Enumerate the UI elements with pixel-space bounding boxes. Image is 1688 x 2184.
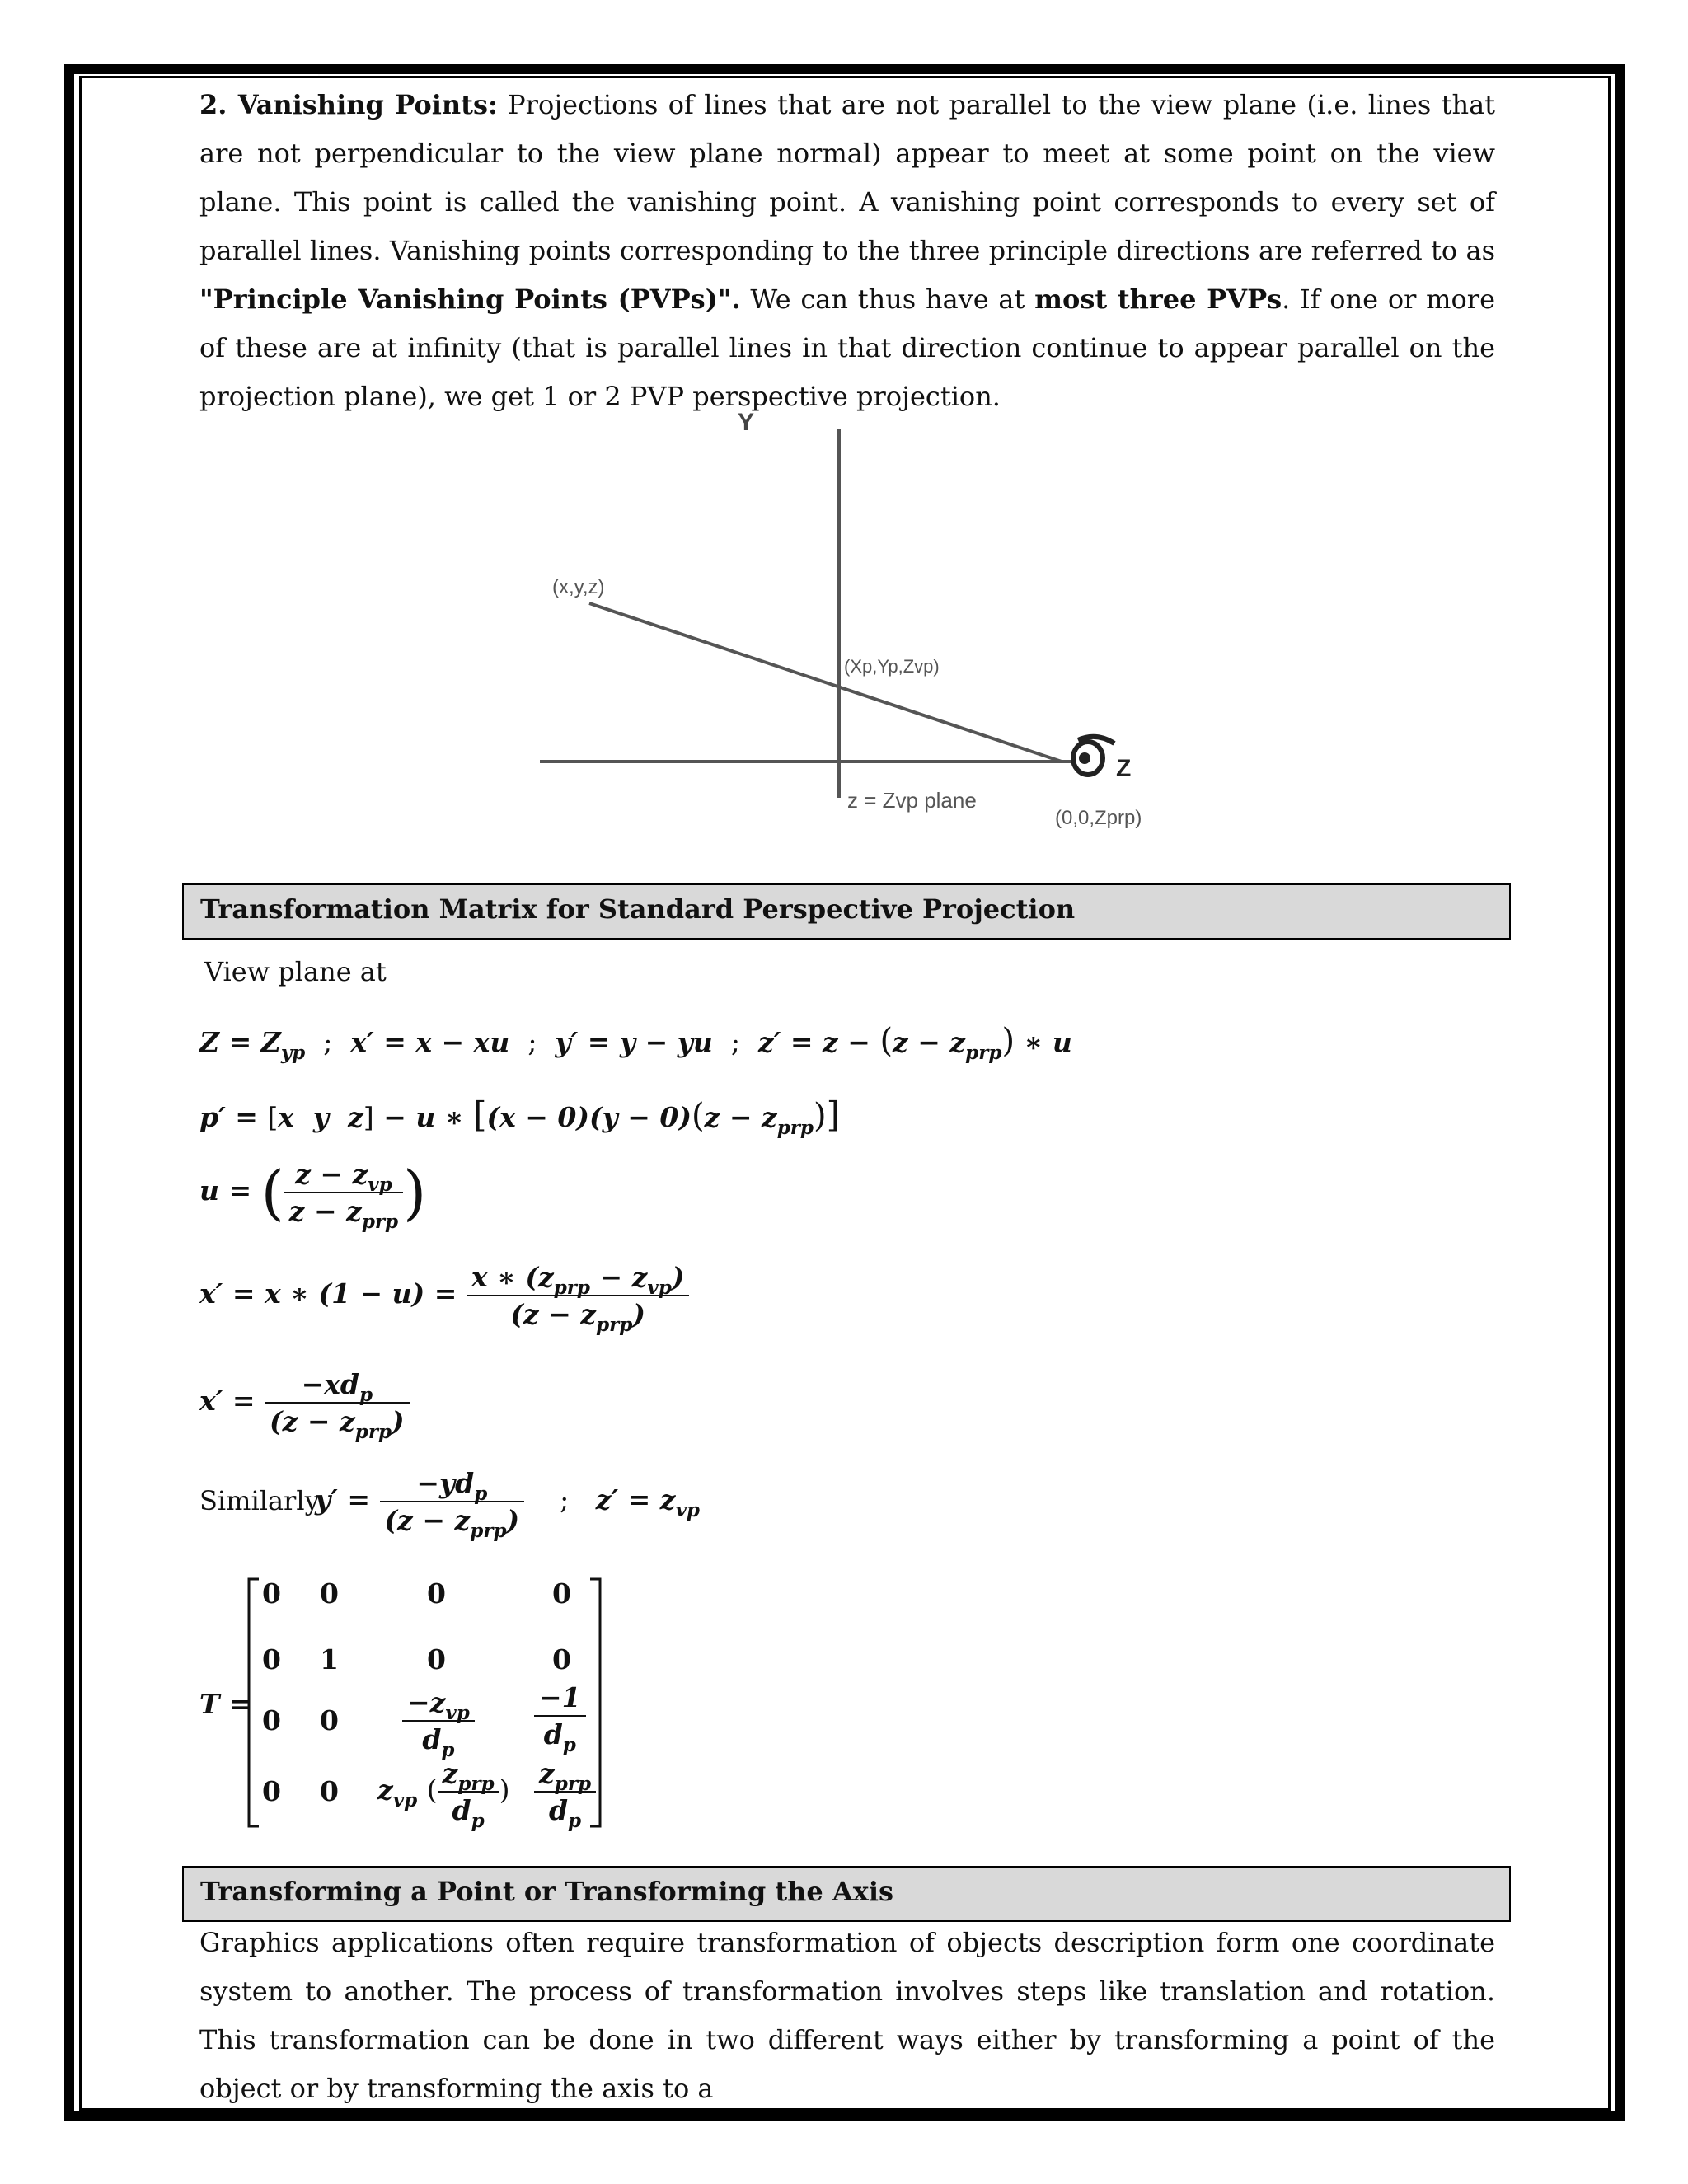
plane-label: z = Zvp plane (847, 788, 977, 813)
m-r4c1: 0 (262, 1775, 281, 1807)
m-r3c4: $\frac{-1}{d_p}$ (534, 1681, 586, 1750)
m-r3c3: $\frac{-z_{vp}}{d_p}$ (402, 1686, 475, 1755)
m-r1c4: 0 (552, 1577, 571, 1610)
section-heading-perspective (182, 883, 1511, 940)
y-label: Y (738, 409, 755, 436)
eye-label: (0,0,Zprp) (1055, 807, 1142, 829)
transforming-text: Graphics applications often require transformation of objects description form one coordinate system to another. The process of transformation involves steps like translation and rotation. This transformation can be done in two different ways either by transforming a point of the object or by transforming the axis to a (199, 1927, 1495, 2104)
equation-u: u = ( $\frac{z - z_{vp}}{z - z_{prp}}$ ) (199, 1158, 427, 1233)
m-r3c2: 0 (320, 1704, 339, 1736)
m-r1c2: 0 (320, 1577, 339, 1610)
bold-run: "Principle Vanishing Points (PVPs)". (199, 284, 741, 315)
m-r2c1: 0 (262, 1643, 281, 1675)
similarly-label: Similarly (199, 1485, 320, 1516)
vanishing-heading: 2. Vanishing Points: (199, 89, 498, 120)
point-label: (x,y,z) (552, 576, 605, 598)
transforming-paragraph (199, 1919, 1495, 2113)
m-r4c2: 0 (320, 1775, 339, 1807)
equation-x-prime-1: x′ = x ∗ (1 − u) = $\frac{x ∗ (z_{prp} - z_{vp})}{(z - z_{prp})}$ (199, 1261, 689, 1330)
view-plane-label: View plane at (204, 956, 387, 987)
equation-x-prime-2: x′ = $\frac{-xd_p}{(z - z_{prp})}$ (199, 1368, 410, 1437)
m-r3c1: 0 (262, 1704, 281, 1736)
m-r2c3: 0 (427, 1643, 446, 1675)
text-run: . If one or more of these are at infinity (that is parallel lines in that direction continue to appear parallel on the projection plane), we get 1 or 2 PVP perspective projection. (199, 284, 1496, 412)
m-r1c3: 0 (427, 1577, 446, 1610)
m-r4c3: $z_{vp}$ ( $\frac{z_{prp}}{d_p}$ ) (377, 1757, 510, 1832)
vanishing-points-paragraph (199, 81, 1495, 421)
equation-p-prime: p′ = [x y z] − u ∗ $[(x - 0)(y - 0)(z - z_{prp})]$ (199, 1094, 840, 1139)
text-run: We can thus have at (740, 284, 1035, 315)
matrix-lhs: T = (199, 1688, 252, 1720)
eye-icon (1073, 737, 1114, 775)
z-label: Z (1116, 755, 1132, 782)
section-heading-transforming (182, 1866, 1511, 1922)
m-r4c4: $\frac{z_{prp}}{d_p}$ (534, 1757, 596, 1826)
equation-y-prime: y′ = $\frac{-yd_p}{(z - z_{prp})}$ ; $z' = z_{vp}$ (315, 1467, 701, 1542)
vanishing-point-figure (528, 404, 1170, 849)
text-run: Projections of lines that are not parallel to the view plane (i.e. lines that are not perpendicular to the view plane normal) appear to meet at some point on the view plane. This point is called the vanishing point. A vanishing point corresponds to every set of parallel lines. Vanishing points corresponding to the three principle directions are referred to as (199, 89, 1495, 266)
equation-projection-coords: $Z = Z_{yp}$ ; x′ = x − xu ; y′ = y − yu ; $z' = z - (z - z_{prp})$ ∗ u (199, 1022, 1072, 1064)
section-title: Transforming a Point or Transforming the Axis (200, 1876, 893, 1907)
m-r2c4: 0 (552, 1643, 571, 1675)
m-r2c2: 1 (320, 1643, 339, 1675)
section-title: Transformation Matrix for Standard Perspective Projection (200, 893, 1076, 925)
bold-run: most three PVPs (1034, 284, 1282, 315)
projection-label: (Xp,Yp,Zvp) (844, 656, 940, 677)
projection-line (589, 603, 1062, 762)
m-r1c1: 0 (262, 1577, 281, 1610)
